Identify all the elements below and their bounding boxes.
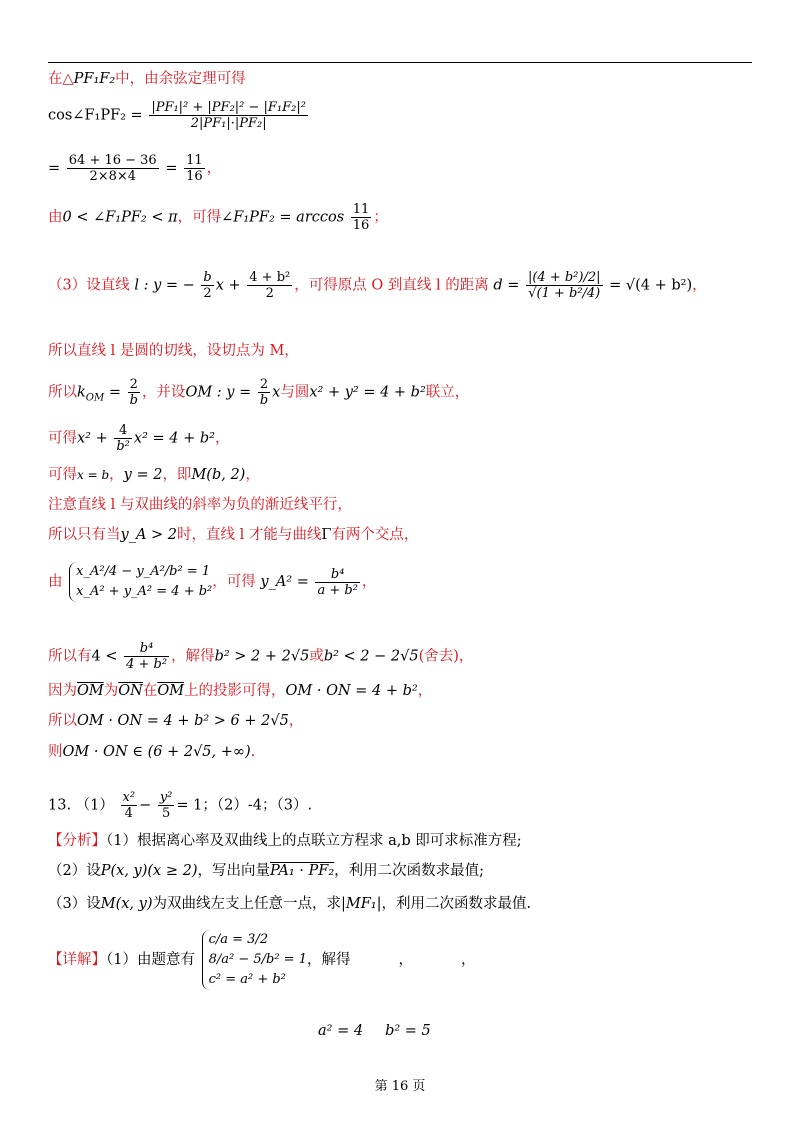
math: − (139, 797, 152, 814)
text: 注意直线 l 与双曲线的斜率为负的渐近线平行， (48, 497, 352, 513)
math: OM · ON = 4 + b² > 6 + 2√5 (77, 713, 289, 729)
denominator: 5 (161, 806, 171, 821)
fraction (149, 100, 308, 131)
line-12 (48, 562, 376, 602)
text: （1） (75, 797, 114, 814)
text: ， (460, 952, 476, 968)
denominator: 16 (186, 169, 203, 184)
equation-system (202, 930, 307, 990)
text: ， (288, 713, 304, 729)
math: 4 < (91, 648, 118, 665)
text: 所以 (48, 713, 77, 729)
text: ， (361, 574, 377, 590)
math: x² = 4 + b² (133, 430, 215, 447)
equation: c² = a² + b² (208, 972, 286, 987)
math: 0 < ∠F₁PF₂ < π (62, 209, 178, 226)
text: ，可得 (177, 209, 222, 226)
numerator: 11 (186, 153, 203, 168)
numerator: b⁴ (315, 567, 359, 583)
text: . (307, 797, 313, 814)
denominator: 2 (203, 286, 212, 301)
fraction (201, 270, 213, 301)
math: y_A > 2 (120, 527, 178, 543)
fraction (128, 377, 140, 408)
denominator: 16 (352, 218, 370, 233)
numerator: 4 (114, 423, 132, 439)
fraction (114, 423, 132, 454)
line-10 (48, 496, 352, 514)
numerator: 2 (258, 377, 270, 393)
text: 中，由余弦定理可得 (115, 71, 246, 87)
math: = 1 (176, 797, 203, 814)
fraction (315, 567, 359, 598)
vector: $\overline{OM}$ (77, 683, 104, 699)
numerator: 2 (128, 377, 140, 393)
fraction (67, 153, 159, 184)
text: ， (398, 952, 413, 968)
subscript: OM (85, 392, 105, 404)
numerator: |(4 + b²)/2| (527, 270, 601, 285)
numerator: 4 + b² (249, 270, 291, 285)
numerator: 11 (352, 202, 370, 217)
text: ， (214, 430, 230, 447)
line-15 (48, 712, 303, 730)
text: ， (206, 160, 222, 177)
math: b² < 2 − 2√5 (323, 648, 419, 665)
text: 与圆 (280, 384, 310, 401)
text: ，可得原点 O 到直线 l 的距离 (294, 277, 489, 294)
vector: $\overline{OM}$ (157, 683, 185, 699)
line-16 (48, 743, 255, 761)
line-21 (48, 930, 475, 990)
denominator: 2|PF₁|·|PF₂| (190, 116, 267, 131)
math: Γ (321, 527, 332, 543)
text: 为双曲线左支上任意一点，求 (152, 896, 341, 912)
header-rule (48, 62, 752, 63)
text: . (250, 744, 256, 760)
math: y = 2 (123, 467, 163, 483)
text: ， (458, 648, 474, 665)
numerator: |PF₁|² + |PF₂|² − |F₁F₂|² (151, 100, 306, 115)
numerator: 64 + 16 − 36 (68, 153, 157, 168)
numerator: b⁴ (124, 641, 169, 657)
text: （3）设直线 (48, 277, 130, 294)
numerator: b (203, 270, 212, 285)
line-7 (48, 377, 469, 408)
text: （2）设 (48, 863, 101, 879)
math: OM · ON = 4 + b² (285, 683, 418, 699)
vector: $\overline{ON}$ (118, 683, 143, 699)
text: ，利用二次函数求最值; (334, 863, 485, 879)
text: 所以 (48, 384, 77, 401)
math: |MF₁| (340, 896, 382, 912)
math: OM : y = (185, 384, 252, 401)
page-footer: 第 16 页 (374, 1079, 426, 1094)
denominator: b (259, 393, 269, 408)
text: ， (245, 467, 260, 483)
text: 由 (48, 574, 63, 590)
line-11 (48, 526, 418, 544)
equation: c/a = 3/2 (208, 932, 269, 947)
equation-system (69, 562, 212, 602)
text: ，并设 (141, 384, 186, 401)
text: ； (373, 209, 388, 226)
math: x = b (77, 468, 110, 482)
question-number: 13. (48, 797, 72, 814)
text: 因为 (48, 683, 77, 699)
math: y_A² = (260, 574, 309, 590)
line-6 (48, 342, 299, 360)
text: 所以只有当 (48, 527, 121, 543)
math: b² > 2 + 2√5 (214, 648, 310, 665)
line-20 (48, 895, 531, 913)
line-4 (48, 202, 388, 233)
text: （1）根据离心率及双曲线上的点联立方程求 a,b 即可求标准方程; (106, 833, 522, 849)
fraction (184, 153, 205, 184)
fraction (158, 790, 175, 821)
math: = (48, 160, 61, 177)
math: b² = 5 (385, 1023, 431, 1039)
denominator: 2×8×4 (89, 169, 137, 184)
text: ，即 (162, 467, 192, 483)
text: 时，直线 l 才能与曲线 (177, 527, 322, 543)
math: M(x, y) (100, 896, 153, 912)
line-5 (48, 270, 707, 301)
fraction (351, 202, 372, 233)
numerator: y² (159, 790, 173, 805)
text: 则 (48, 744, 63, 760)
denominator: b² (116, 439, 130, 454)
math: P(x, y)(x ≥ 2) (100, 863, 198, 879)
text: ，可得 (212, 574, 256, 590)
equation: 8/a² − 5/b² = 1 (208, 952, 307, 967)
equation: x_A² + y_A² = 4 + b² (76, 584, 213, 599)
section-label: 【详解】 (48, 952, 106, 968)
math: x (272, 384, 281, 401)
equation: x_A²/4 − y_A²/b² = 1 (76, 564, 211, 579)
line-19 (48, 862, 484, 880)
fraction (526, 270, 603, 301)
text: 有两个交点， (331, 527, 419, 543)
text: 所以有 (48, 648, 92, 665)
fraction (258, 377, 270, 408)
math: PF₁F₂ (73, 71, 116, 87)
text: 上的投影可得， (184, 683, 286, 699)
denominator: 4 (124, 806, 133, 821)
line-1 (48, 70, 246, 88)
text: 在△ (48, 71, 74, 87)
math: = (165, 160, 178, 177)
math: cos∠F₁PF₂ = (48, 107, 143, 124)
text: ，写出向量 (197, 863, 270, 879)
text: 为 (103, 683, 119, 699)
fraction (247, 270, 292, 301)
math: l : y = − (134, 277, 195, 294)
text: 可得 (48, 430, 77, 447)
line-9 (48, 466, 260, 484)
text: 在 (142, 683, 158, 699)
math: x + (215, 277, 241, 294)
line-2 (48, 100, 310, 131)
numerator: x² (122, 790, 136, 805)
text: ，解得 (171, 648, 215, 665)
line-18 (48, 832, 522, 850)
denominator: 2 (265, 286, 274, 301)
math: M(b, 2) (191, 467, 246, 483)
line-14 (48, 682, 432, 700)
text: ， (692, 277, 707, 294)
line-22 (318, 1022, 431, 1040)
math: d = (493, 277, 520, 294)
line-17 (48, 790, 312, 821)
text: ， (417, 683, 433, 699)
math: x² + (77, 430, 108, 447)
math: = √(4 + b²) (609, 277, 693, 294)
text: 所以直线 l 是圆的切线，设切点为 M， (48, 343, 299, 359)
text: (舍去) (418, 648, 459, 665)
math: ∠F₁PF₂ = arccos (221, 209, 345, 226)
text: （1）由题意有 (106, 952, 195, 968)
math: OM · ON ∈ (6 + 2√5, +∞) (62, 744, 251, 760)
text: ，解得 (306, 952, 351, 968)
denominator: √(1 + b²/4) (528, 286, 601, 301)
line-8 (48, 423, 229, 454)
math: a² = 4 (318, 1023, 364, 1039)
line-3 (48, 153, 221, 184)
text: （3）设 (48, 896, 101, 912)
line-13 (48, 641, 473, 672)
fraction (124, 641, 169, 672)
math: k (77, 384, 86, 401)
fraction (121, 790, 138, 821)
denominator: b (129, 393, 138, 408)
math: = (108, 384, 121, 401)
text: 可得 (48, 467, 77, 483)
text: ，利用二次函数求最值. (381, 896, 532, 912)
text: ；（2）-4；（3） (202, 797, 308, 814)
text: 联立， (425, 384, 470, 401)
section-label: 【分析】 (48, 833, 106, 849)
denominator: a + b² (317, 582, 358, 598)
text: 由 (48, 209, 63, 226)
math: x² + y² = 4 + b² (309, 384, 426, 401)
text: ， (109, 467, 124, 483)
vector: PA₁ · PF₂ (269, 863, 335, 879)
text: 或 (309, 648, 324, 665)
denominator: 4 + b² (126, 657, 168, 672)
